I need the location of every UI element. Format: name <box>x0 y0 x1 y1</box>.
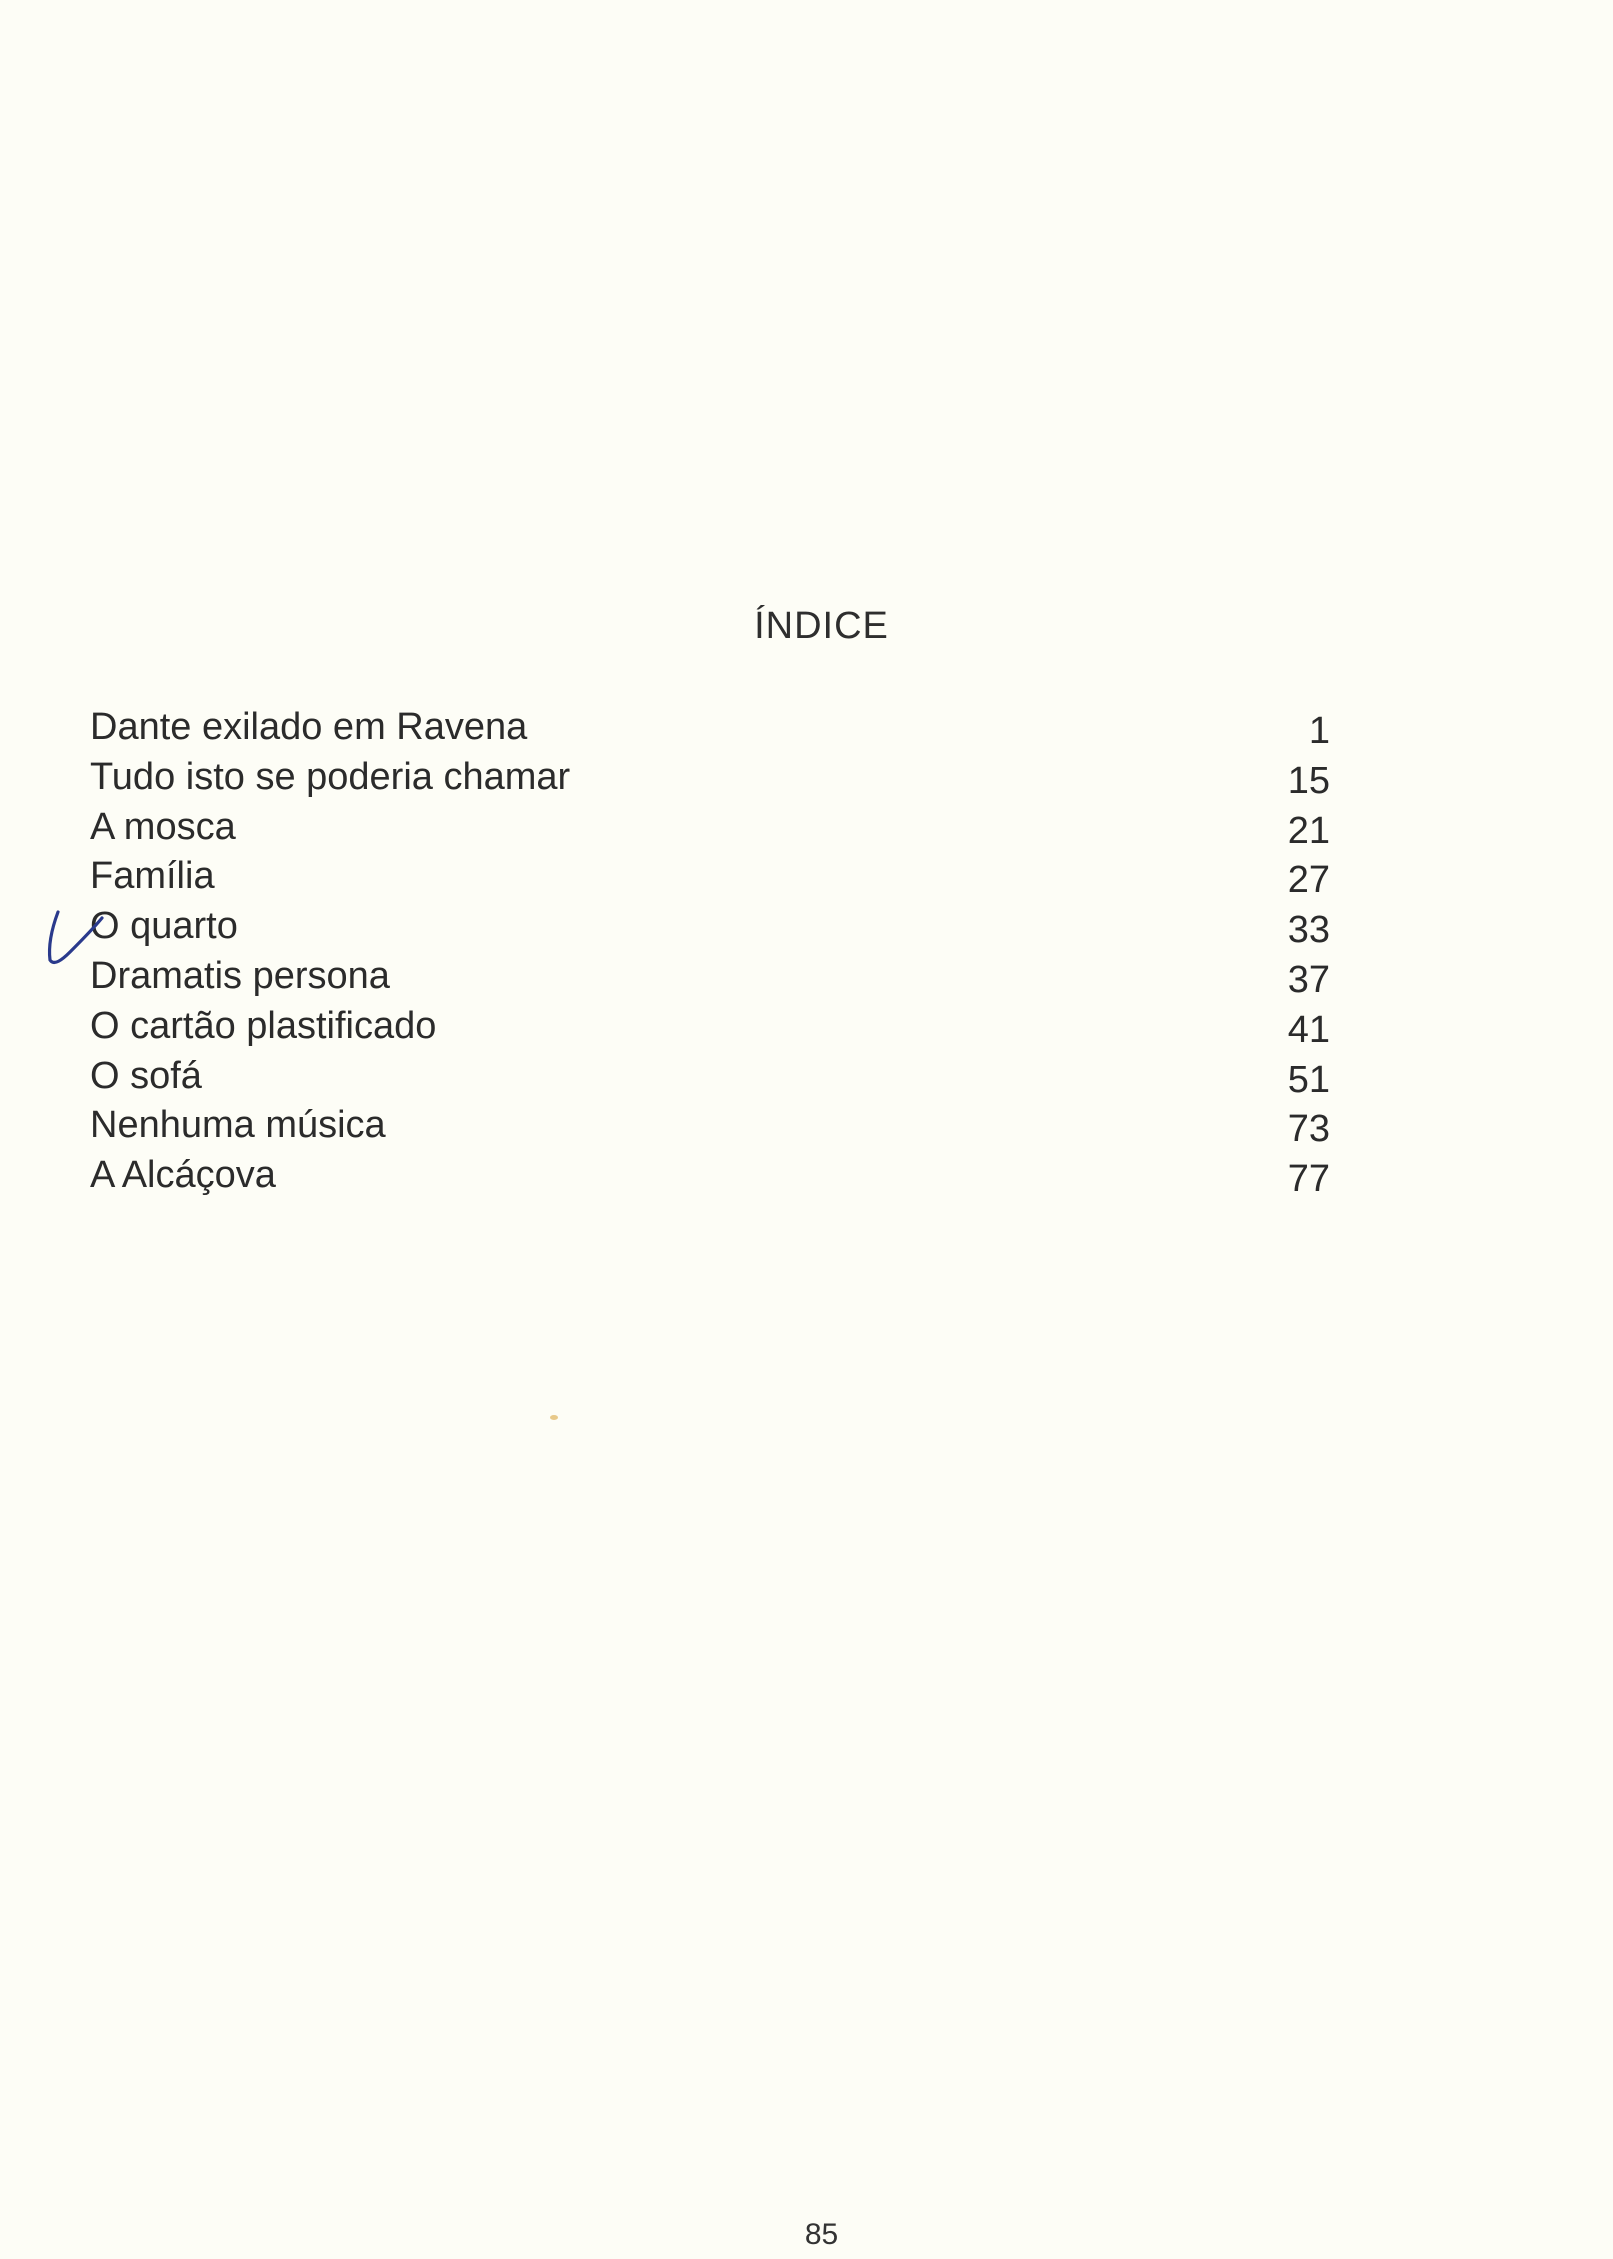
paper-speck <box>550 1415 558 1420</box>
toc-entry <box>90 1101 1330 1151</box>
toc-entry-page: 77 <box>1287 1158 1330 1201</box>
toc-entry <box>90 753 1330 803</box>
toc-entry-title: Dante exilado em Ravena <box>90 706 528 748</box>
toc-entry-page: 51 <box>1287 1058 1330 1101</box>
toc-entry <box>90 1052 1330 1102</box>
toc-entry-title: A Alcáçova <box>90 1154 276 1197</box>
toc-entry-title: Tudo isto se poderia chamar <box>90 755 571 798</box>
toc-entry-page: 41 <box>1287 1008 1330 1051</box>
toc-entry <box>90 1151 1330 1201</box>
toc-entry-page: 1 <box>1308 710 1330 752</box>
toc-entry-title: O quarto <box>90 905 238 948</box>
toc-entry-title: Nenhuma música <box>90 1104 386 1147</box>
toc-entry <box>90 803 1330 853</box>
toc-entry-page: 37 <box>1287 958 1330 1001</box>
toc-entry <box>90 852 1330 902</box>
handwritten-check-mark <box>44 900 124 980</box>
toc-entry <box>90 1002 1330 1052</box>
toc-entry <box>90 703 1330 753</box>
table-of-contents <box>90 703 1330 1201</box>
toc-entry-title: Dramatis persona <box>90 954 390 997</box>
toc-entry-title: O cartão plastificado <box>90 1004 437 1047</box>
page-number: 85 <box>804 2218 839 2251</box>
toc-entry-page: 27 <box>1287 859 1330 902</box>
toc-entry-page: 73 <box>1287 1108 1330 1151</box>
toc-entry <box>90 902 1330 952</box>
page-title: ÍNDICE <box>754 605 889 647</box>
toc-entry-title: A mosca <box>90 805 236 848</box>
toc-entry-page: 21 <box>1287 809 1330 852</box>
toc-entry-title: Família <box>90 855 215 898</box>
toc-entry-page: 33 <box>1287 909 1330 952</box>
toc-entry-title: O sofá <box>90 1054 202 1097</box>
toc-entry-page: 15 <box>1287 759 1330 802</box>
toc-entry <box>90 952 1330 1002</box>
